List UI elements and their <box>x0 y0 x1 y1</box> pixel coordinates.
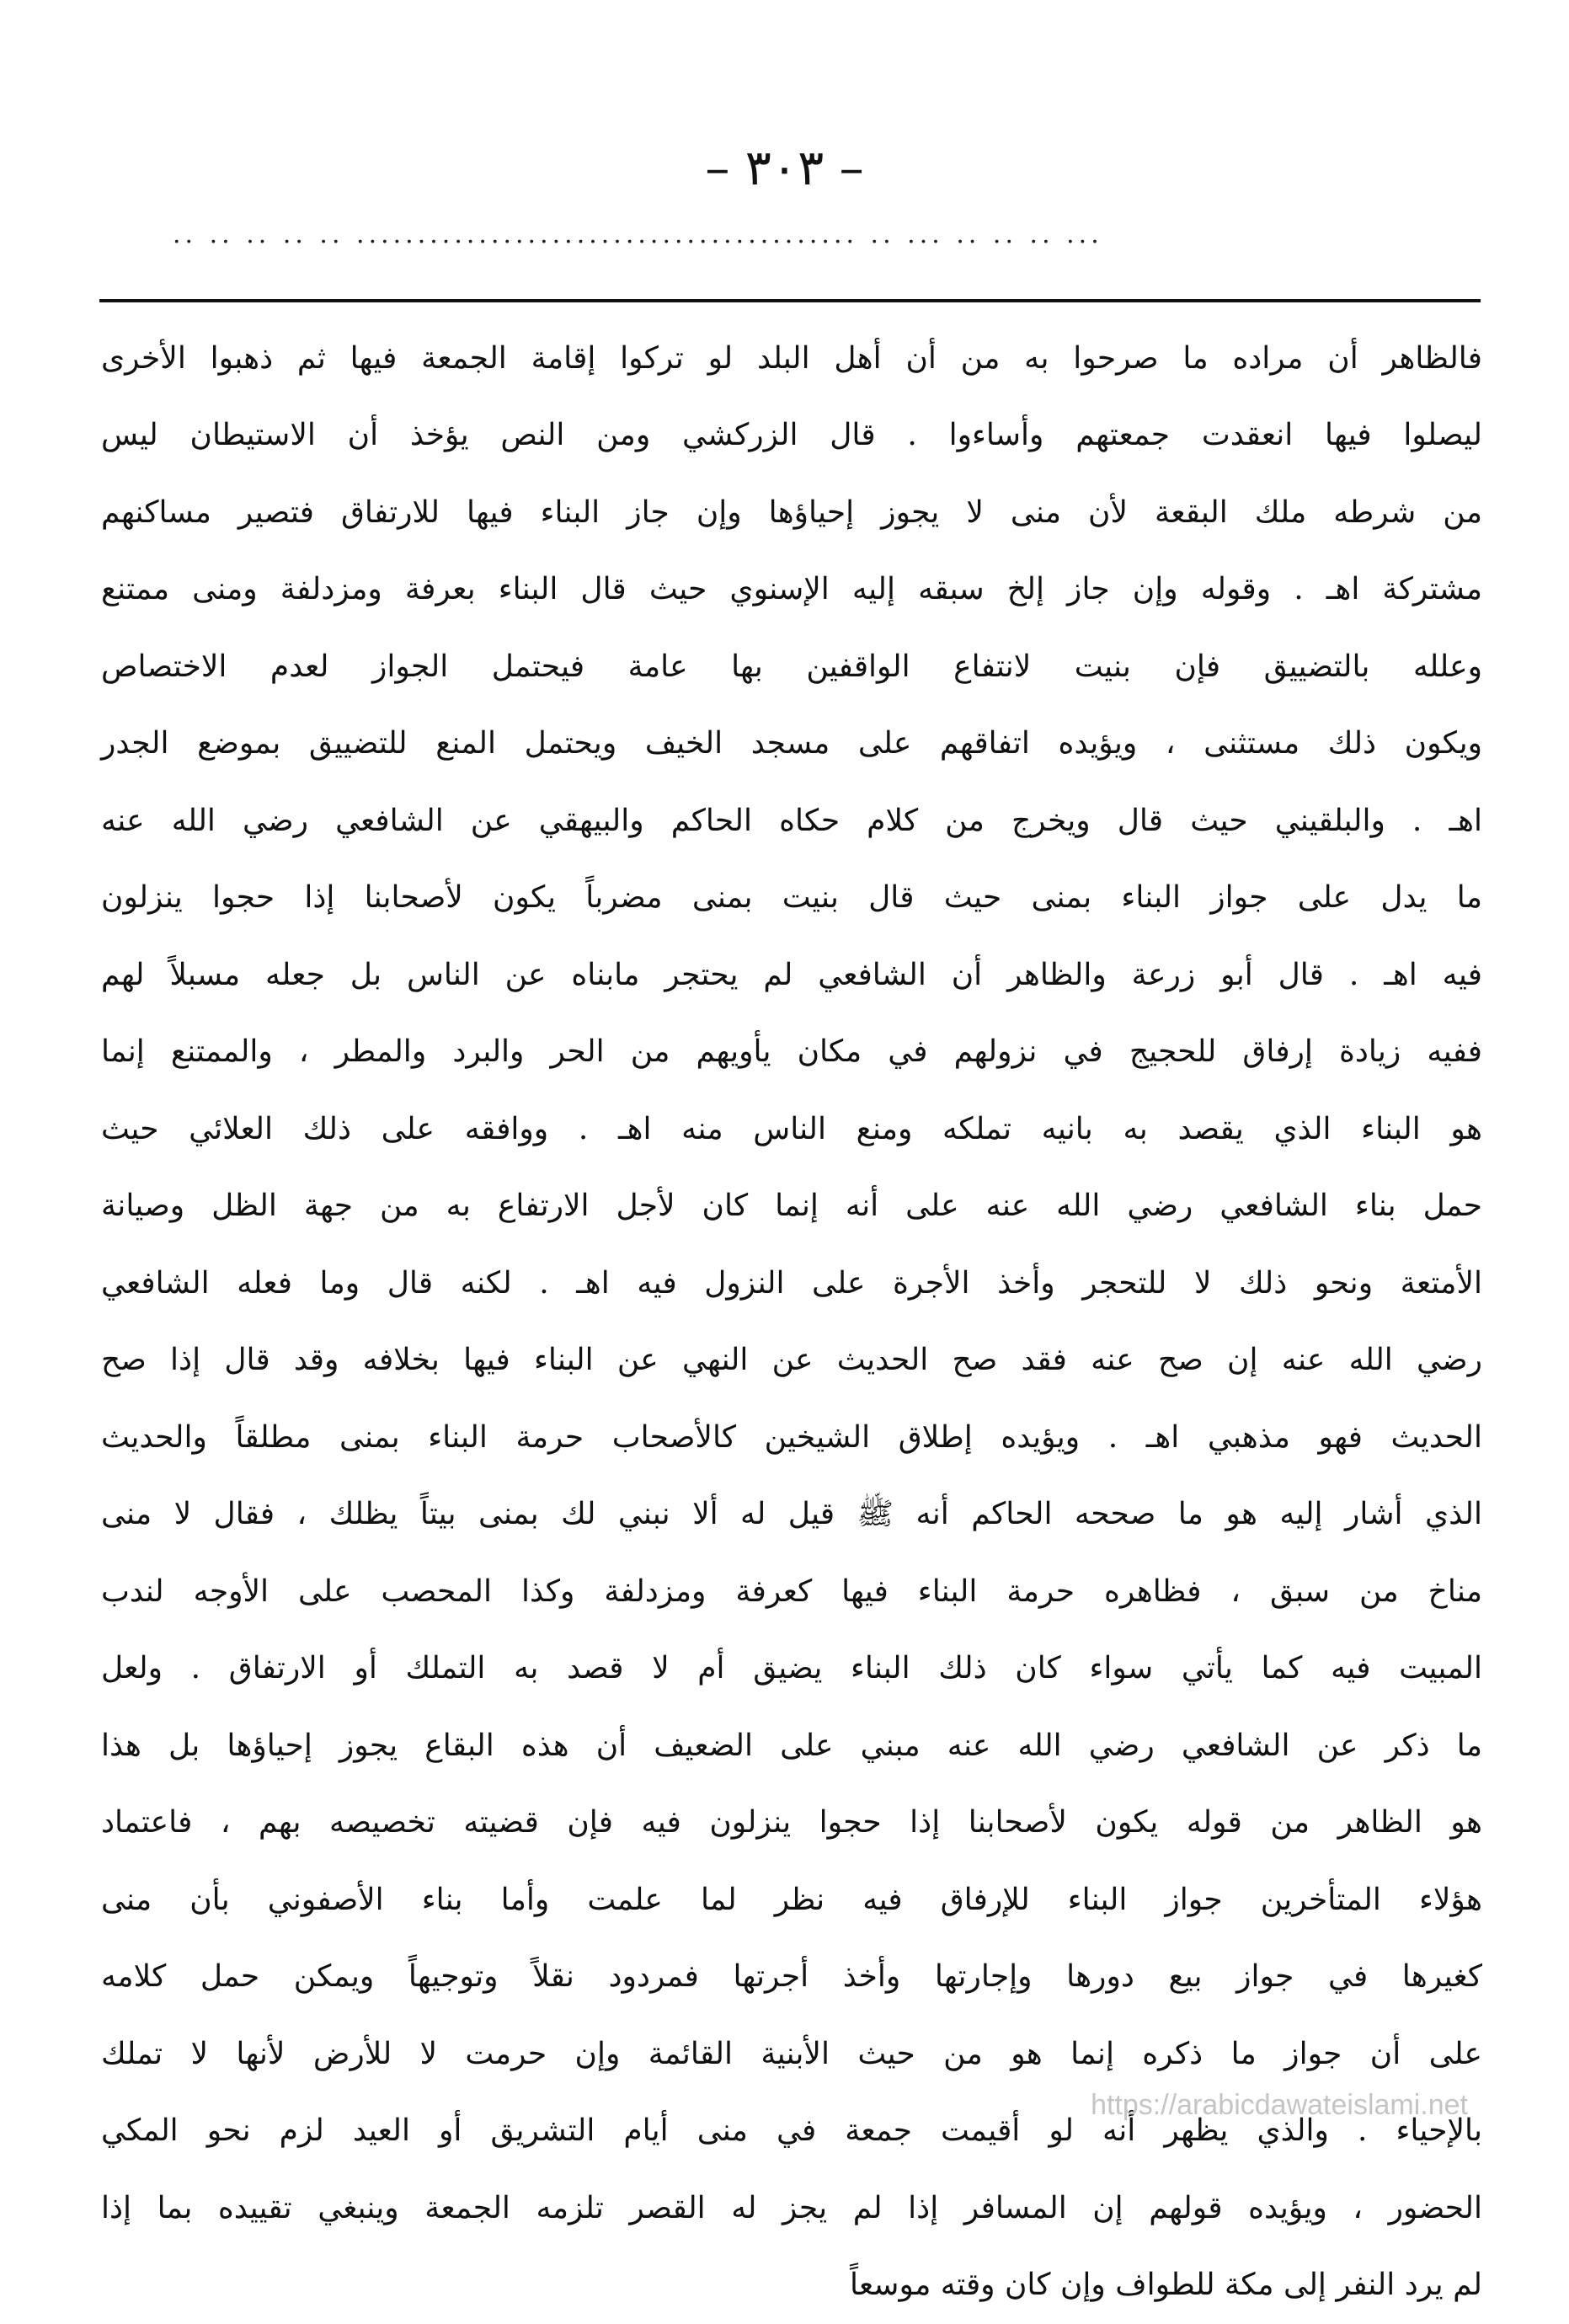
body-text <box>101 320 1482 2324</box>
text-line: كغيرها في جواز بيع دورها وإجارتها وأخذ أجرتها فمردود نقلاً وتوجيهاً ويمكن حمل كلامه <box>101 1939 1482 2017</box>
text-line: فيه اهـ . قال أبو زرعة والظاهر أن الشافعي لم يحتجر مابناه عن الناس بل جعله مسبلاً لهم <box>101 937 1482 1014</box>
text-line: من شرطه ملك البقعة لأن منى لا يجوز إحياؤها وإن جاز البناء فيها للارتفاق فتصير مساكنهم <box>101 474 1482 552</box>
text-line: وعلله بالتضييق فإن بنيت لانتفاع الواقفين بها عامة فيحتمل الجواز لعدم الاختصاص <box>101 628 1482 706</box>
page-number: – ٣٠٣ – <box>0 139 1569 196</box>
text-line: حمل بناء الشافعي رضي الله عنه على أنه إنما كان لأجل الارتفاع به من جهة الظل وصيانة <box>101 1168 1482 1246</box>
header-rule <box>99 299 1481 302</box>
text-line: ما يدل على جواز البناء بمنى حيث قال بنيت بمنى مضرباً يكون لأصحابنا إذا حجوا ينزلون <box>101 860 1482 938</box>
text-line: الذي أشار إليه هو ما صححه الحاكم أنه ﷺ قيل له ألا نبني لك بمنى بيتاً يظلك ، فقال لا منى <box>101 1477 1482 1554</box>
text-line: ففيه زيادة إرفاق للحجيج في نزولهم في مكان يأويهم من الحر والبرد والمطر ، والممتنع إنما <box>101 1014 1482 1092</box>
text-line: مناخ من سبق ، فظاهره حرمة البناء فيها كعرفة ومزدلفة وكذا المحصب على الأوجه لندب <box>101 1553 1482 1631</box>
text-line: ويكون ذلك مستثنى ، ويؤيده اتفاقهم على مسجد الخيف ويحتمل المنع للتضييق بموضع الجدر <box>101 706 1482 783</box>
text-line: اهـ . والبلقيني حيث قال ويخرج من كلام حكاه الحاكم والبيهقي عن الشافعي رضي الله عنه <box>101 783 1482 860</box>
text-line: هو البناء الذي يقصد به بانيه تملكه ومنع الناس منه اهـ . ووافقه على ذلك العلائي حيث <box>101 1091 1482 1168</box>
text-line: مشتركة اهـ . وقوله وإن جاز إلخ سبقه إليه الإسنوي حيث قال البناء بعرفة ومزدلفة ومنى ممتنع <box>101 552 1482 629</box>
text-line: رضي الله عنه إن صح عنه فقد صح الحديث عن النهي عن البناء فيها بخلافه وقد قال إذا صح <box>101 1322 1482 1400</box>
text-line: الأمتعة ونحو ذلك لا للتحجر وأخذ الأجرة على النزول فيه اهـ . لكنه قال وما فعله الشافعي <box>101 1245 1482 1322</box>
text-line: ما ذكر عن الشافعي رضي الله عنه مبني على الضعيف أن هذه البقاع يجوز إحياؤها بل هذا <box>101 1707 1482 1785</box>
text-line: فالظاهر أن مراده ما صرحوا به من أن أهل البلد لو تركوا إقامة الجمعة فيها ثم ذهبوا الأخرى <box>101 320 1482 398</box>
text-line: هو الظاهر من قوله يكون لأصحابنا إذا حجوا ينزلون فيه فإن قضيته تخصيصه بهم ، فاعتماد <box>101 1785 1482 1862</box>
text-line: بالإحياء . والذي يظهر أنه لو أقيمت جمعة في منى أيام التشريق أو العيد لزم نحو المكي <box>101 2093 1482 2171</box>
text-line: هؤلاء المتأخرين جواز البناء للإرفاق فيه نظر لما علمت وأما بناء الأصفوني بأن منى <box>101 1862 1482 1939</box>
text-line: ليصلوا فيها انعقدت جمعتهم وأساءوا . قال الزركشي ومن النص يؤخذ أن الاستيطان ليس <box>101 398 1482 475</box>
text-line: المبيت فيه كما يأتي سواء كان ذلك البناء يضيق أم لا قصد به التملك أو الارتفاق . ولعل <box>101 1631 1482 1708</box>
text-line: الحضور ، ويؤيده قولهم إن المسافر إذا لم يجز له القصر تلزمه الجمعة وينبغي تقييده بما إذا <box>101 2170 1482 2247</box>
text-line: على أن جواز ما ذكره إنما هو من حيث الأبنية القائمة وإن حرمت لا للأرض لأنها لا تملك <box>101 2016 1482 2093</box>
watermark-url: https://arabicdawateislami.net <box>1091 2089 1468 2122</box>
text-line: لم يرد النفر إلى مكة للطواف وإن كان وقته موسعاً <box>101 2247 1482 2324</box>
footnote-dot-leader: ·· ·· ·· ·· ·· ········································· ·· ··· ·· ·· ·· ··· <box>173 236 1402 249</box>
text-line: الحديث فهو مذهبي اهـ . ويؤيده إطلاق الشيخين كالأصحاب حرمة البناء بمنى مطلقاً والحديث <box>101 1399 1482 1477</box>
